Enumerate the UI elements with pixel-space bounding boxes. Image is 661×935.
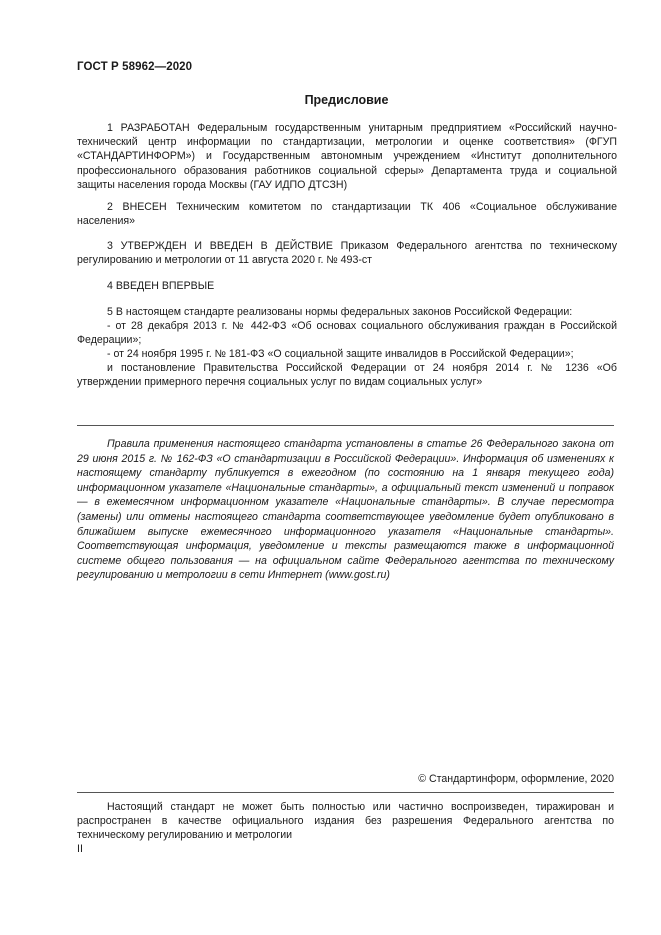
bottom-divider-line (77, 792, 614, 793)
page-number: II (77, 843, 83, 855)
page-title: Предисловие (304, 93, 389, 107)
preface-item-5-law-2: - от 24 ноября 1995 г. № 181-ФЗ «О социальной защите инвалидов в Российской Федерации»; (107, 348, 574, 360)
preface-item-3: 3 УТВЕРЖДЕН И ВВЕДЕН В ДЕЙСТВИЕ Приказом Федерального агентства по техническому регулированию и метрологии от 11 августа 2020 г. № 493-ст (77, 240, 617, 267)
preface-item-4: 4 ВВЕДЕН ВПЕРВЫЕ (107, 280, 215, 292)
standard-code-header: ГОСТ Р 58962—2020 (77, 61, 193, 73)
preface-item-5-intro: 5 В настоящем стандарте реализованы нормы федеральных законов Российской Федерации: (107, 306, 573, 318)
reproduction-notice: Настоящий стандарт не может быть полностью или частично воспроизведен, тиражирован и распространен в качестве официального издания без разрешения Федерального агентства по техническому регулированию и метрологии (77, 801, 614, 842)
application-rules-notice: Правила применения настоящего стандарта установлены в статье 26 Федерального закона от 29 июня 2015 г. № 162-ФЗ «О стандартизации в Российской Федерации». Информация об изменениях к настоящему стандарту публикуется в ежегодном (по состоянию на 1 января текущего года) информационном указателе «Национальные стандарты», а официальный текст изменений и поправок — в ежемесячном информационном указателе «Национальные стандарты». В случае пересмотра (замены) или отмены настоящего стандарта соответствующее уведомление будет опубликовано в ближайшем выпуске ежемесячного информационного указателя «Национальные стандарты». Соответствующая информация, уведомление и тексты размещаются также в информационной системе общего пользования — на официальном сайте Федерального агентства по техническому регулированию и метрологии в сети Интернет (www.gost.ru) (77, 438, 614, 582)
preface-item-2: 2 ВНЕСЕН Техническим комитетом по стандартизации ТК 406 «Социальное обслуживание населения» (77, 201, 617, 228)
preface-item-5-law-1: - от 28 декабря 2013 г. № 442-ФЗ «Об основах социального обслуживания граждан в Российской Федерации»; (77, 320, 617, 347)
divider-line (77, 425, 614, 426)
copyright-line: © Стандартинформ, оформление, 2020 (418, 773, 614, 785)
preface-item-1: 1 РАЗРАБОТАН Федеральным государственным унитарным предприятием «Российский научно-технический центр информации по стандартизации, метрологии и оценке соответствия» (ФГУП «СТАНДАРТИНФОРМ») и Государственным автономным учреждением «Институт дополнительного профессионального образования работников социальной сферы» Департамента труда и социальной защиты населения города Москвы (ГАУ ИДПО ДТСЗН) (77, 122, 617, 191)
preface-item-5-decree: и постановление Правительства Российской Федерации от 24 ноября 2014 г. № 1236 «Об утверждении примерного перечня социальных услуг по видам социальных услуг» (77, 362, 617, 389)
